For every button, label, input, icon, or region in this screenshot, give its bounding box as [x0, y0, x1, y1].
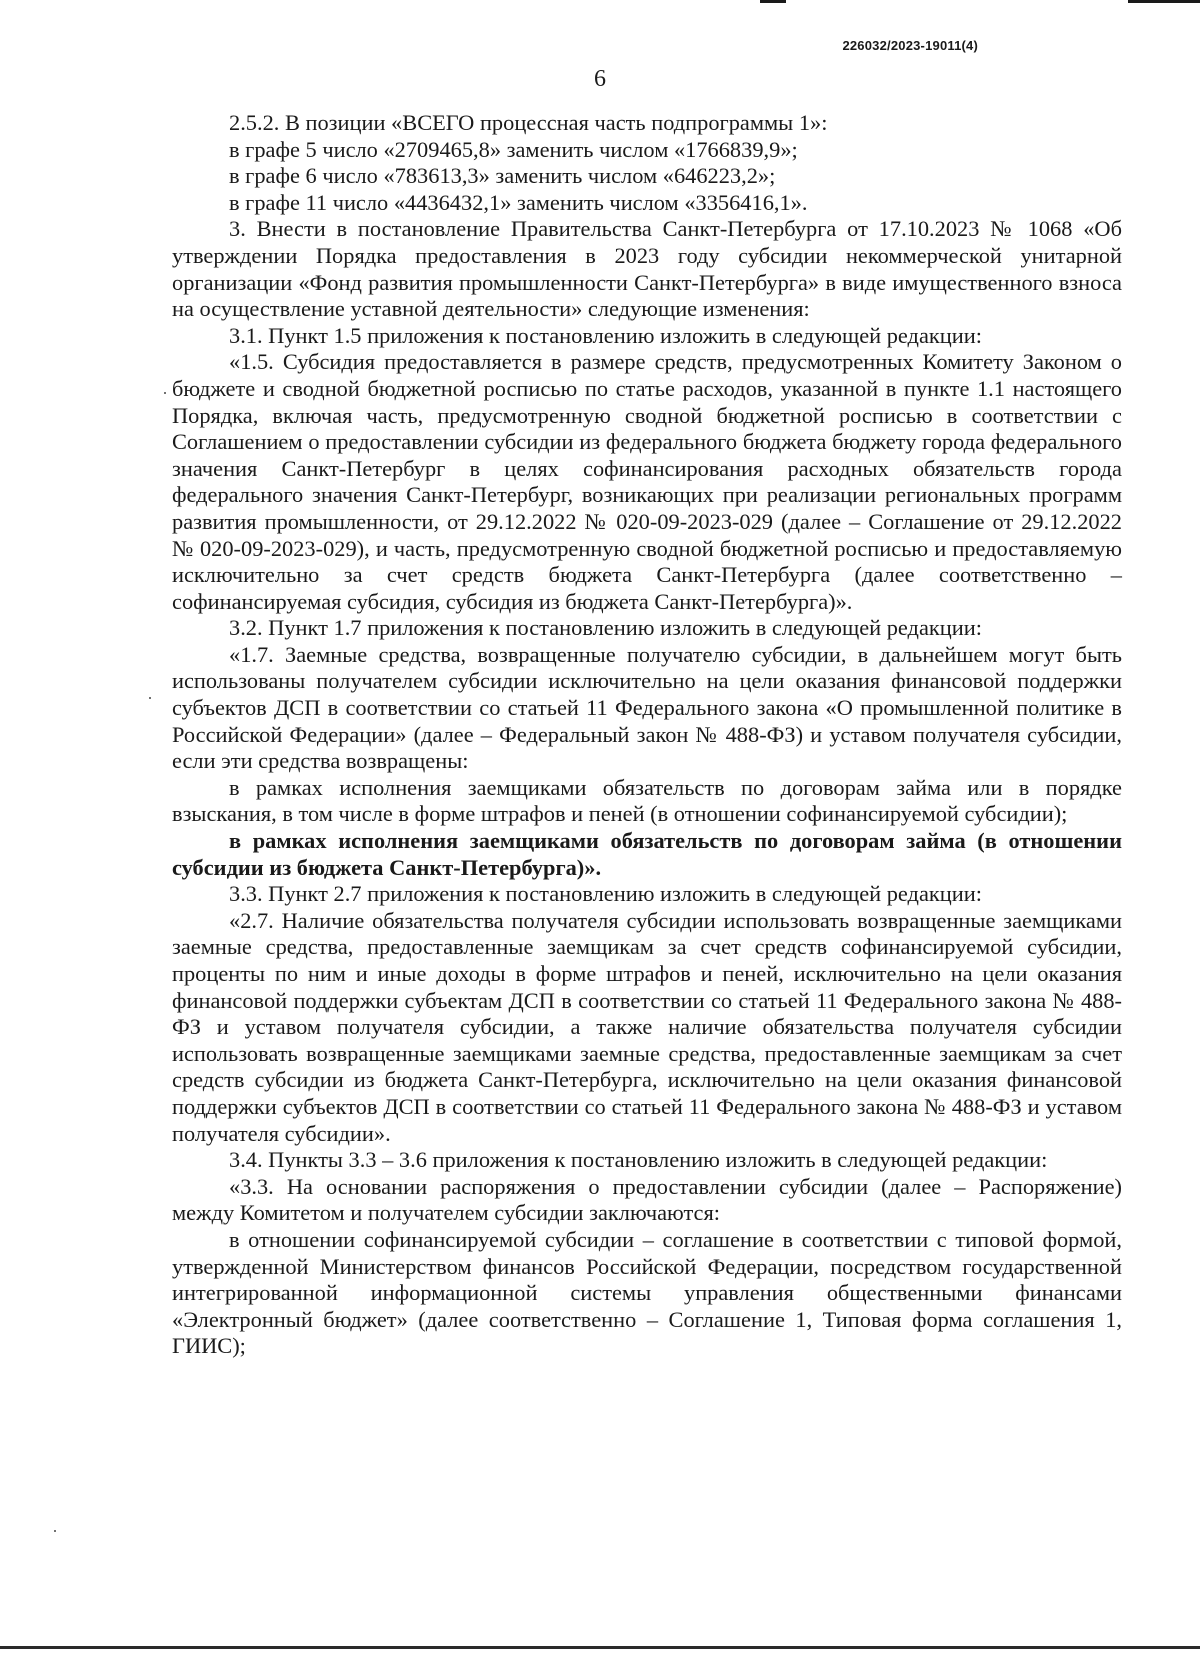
paragraph-column-6: в графе 6 число «783613,3» заменить числом «646223,2»;: [229, 163, 776, 189]
paragraph-3-3: 3.3. Пункт 2.7 приложения к постановлению изложить в следующей редакции:: [229, 881, 982, 907]
paragraph-column-5: в графе 5 число «2709465,8» заменить числом «1766839,9»;: [229, 136, 798, 162]
paragraph-2-5-2: 2.5.2. В позиции «ВСЕГО процессная часть подпрограммы 1»:: [229, 110, 828, 135]
paragraph-3: 3. Внести в постановление Правительства Санкт-Петербурга от 17.10.2023 № 1068 «Об утверждении Порядка предоставления в 2023 году субсидии некоммерческой унитарной организации «Фонд развития промышленности Санкт-Петербурга» в виде имущественного взноса на осуществление уставной деятельности» следующие изменения:: [172, 216, 1122, 322]
paragraph-3-3-text: «3.3. На основании распоряжения о предоставлении субсидии (далее – Распоряжение) между Комитетом и получателем субсидии заключаются:: [172, 1173, 1122, 1226]
scan-edge-mark: [1128, 0, 1200, 3]
paragraph-column-11: в графе 11 число «4436432,1» заменить числом «3356416,1».: [229, 189, 808, 215]
paragraph-loan-obligations: в рамках исполнения заемщиками обязательств по договорам займа или в порядке взыскания, в том числе в форме штрафов и пеней (в отношении софинансируемой субсидии);: [172, 774, 1122, 827]
paragraph-loan-obligations-budget: в рамках исполнения заемщиками обязательств по договорам займа (в отношении субсидии из бюджета Санкт-Петербурга)».: [172, 828, 1122, 880]
paragraph-3-4: 3.4. Пункты 3.3 – 3.6 приложения к постановлению изложить в следующей редакции:: [229, 1147, 1048, 1173]
page-number: 6: [594, 66, 606, 92]
paragraph-3-1: 3.1. Пункт 1.5 приложения к постановлению изложить в следующей редакции:: [229, 322, 982, 348]
scan-speck: [164, 392, 166, 394]
scan-edge-mark: [0, 1646, 1200, 1649]
scan-speck: [149, 697, 151, 699]
document-registration-number: 226032/2023-19011(4): [842, 38, 978, 53]
paragraph-1-7-text: «1.7. Заемные средства, возвращенные получателю субсидии, в дальнейшем могут быть использованы получателем субсидии исключительно на цели оказания финансовой поддержки субъектов ДСП в соответствии со статьей 11 Федерального закона «О промышленной политике в Российской Федерации» (далее – Федеральный закон № 488-ФЗ) и уставом получателя субсидии, если эти средства возвращены:: [172, 641, 1122, 774]
paragraph-cofinanced-agreement: в отношении софинансируемой субсидии – соглашение в соответствии с типовой формой, утвержденной Министерством финансов Российской Федерации, посредством государственной интегрированной информационной системы управления общественными финансами «Электронный бюджет» (далее соответственно – Соглашение 1, Типовая форма соглашения 1, ГИИС);: [172, 1226, 1122, 1359]
paragraph-2-7-text: «2.7. Наличие обязательства получателя субсидии использовать возвращенные заемщиками заемные средства, предоставленные заемщикам за счет средств софинансируемой субсидии, проценты по ним и иные доходы в форме штрафов и пеней, исключительно на цели оказания финансовой поддержки субъектам ДСП в соответствии со статьей 11 Федерального закона № 488-ФЗ и уставом получателя субсидии, а также наличие обязательства получателя субсидии использовать возвращенные заемщиками заемные средства, предоставленные заемщикам за счет средств субсидии из бюджета Санкт-Петербурга, исключительно на цели оказания финансовой поддержки субъектов ДСП в соответствии со статьей 11 Федерального закона № 488-ФЗ и уставом получателя субсидии».: [172, 907, 1122, 1146]
paragraph-1-5-text: «1.5. Субсидия предоставляется в размере средств, предусмотренных Комитету Законом о бюджете и сводной бюджетной росписью по статье расходов, указанной в пункте 1.1 настоящего Порядка, включая часть, предусмотренную сводной бюджетной росписью в соответствии с Соглашением о предоставлении субсидии из федерального бюджета бюджету города федерального значения Санкт-Петербург в целях софинансирования расходных обязательств города федерального значения Санкт-Петербург, возникающих при реализации региональных программ развития промышленности, от 29.12.2022 № 020-09-2023-029 (далее – Соглашение от 29.12.2022 № 020-09-2023-029), и часть, предусмотренную сводной бюджетной росписью и предоставляемую исключительно за счет средств бюджета Санкт-Петербурга (далее соответственно – софинансируемая субсидия, субсидия из бюджета Санкт-Петербурга)».: [172, 349, 1122, 614]
paragraph-3-2: 3.2. Пункт 1.7 приложения к постановлению изложить в следующей редакции:: [229, 615, 982, 641]
document-body: [172, 110, 1122, 1360]
scan-speck: [54, 1530, 56, 1532]
scan-edge-mark: [760, 0, 786, 3]
